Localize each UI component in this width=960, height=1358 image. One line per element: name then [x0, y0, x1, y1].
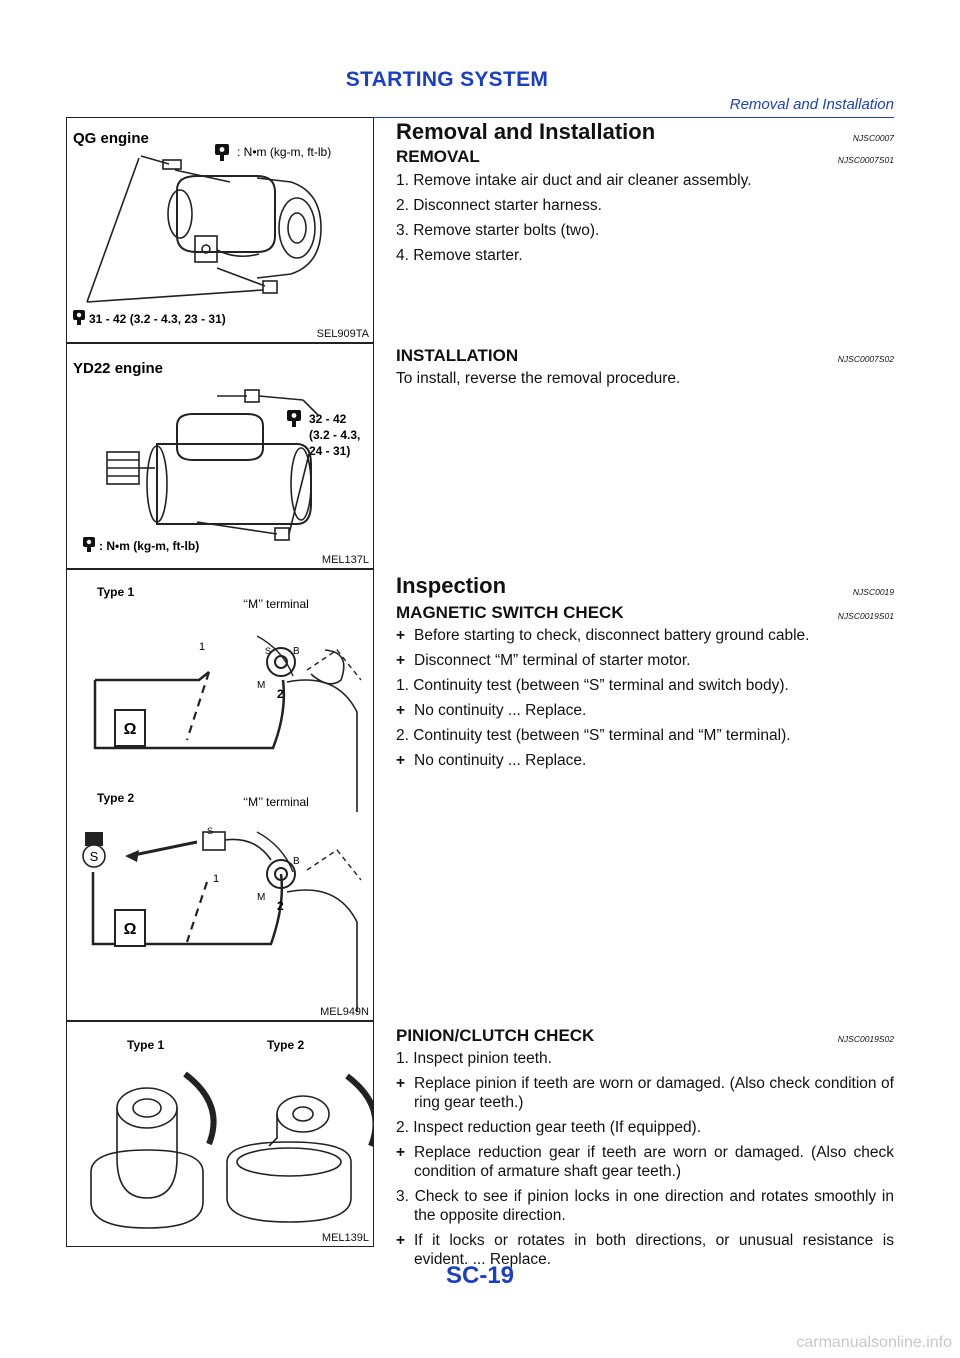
ohm-symbol: Ω [123, 921, 137, 938]
m-terminal-label: ‘‘M’’ terminal [243, 795, 309, 809]
torque-spec-line3: 24 - 31) [309, 444, 351, 458]
installation-section [396, 346, 894, 388]
bullet-text: Replace pinion if teeth are worn or damaged. (Also check condition of ring gear teeth.) [414, 1075, 894, 1111]
removal-step: 4. Remove starter. [396, 247, 523, 264]
bullet-mark: + [396, 702, 406, 719]
bullet-mark: + [396, 627, 406, 644]
removal-installation-section [396, 119, 894, 265]
torque-spec: 31 - 42 (3.2 - 4.3, 23 - 31) [89, 312, 226, 326]
type1-label: Type 1 [97, 585, 135, 599]
m-terminal-marker: M [257, 892, 266, 903]
figure-label: YD22 engine [73, 360, 164, 377]
section-code: NJSC0007 [852, 133, 894, 143]
bullet-item [396, 1143, 894, 1181]
magnetic-switch-steps [396, 626, 894, 770]
bullet-item [396, 626, 894, 645]
removal-step: 3. Remove starter bolts (two). [396, 222, 600, 239]
figure-code: SEL909TA [316, 328, 369, 340]
subsection-code: NJSC0007S02 [837, 354, 894, 364]
bullet-item [396, 1074, 894, 1112]
s-terminal-label: S [207, 826, 214, 836]
arrow-icon [125, 850, 139, 862]
bullet-item [396, 701, 894, 720]
bullet-text: No continuity ... Replace. [414, 752, 587, 769]
figure-code: MEL949N [320, 1006, 369, 1018]
type1-label: Type 1 [127, 1038, 165, 1052]
bullet-text: If it locks or rotates in both directions, or unusual resistance is evident. ... Replace. [414, 1232, 894, 1268]
figure-code: MEL137L [321, 554, 369, 566]
figure-label: QG engine [73, 130, 149, 147]
section-code: NJSC0019 [852, 587, 894, 597]
magnetic-switch-heading: MAGNETIC SWITCH CHECK NJSC0019S01 [396, 603, 894, 622]
figure-qg-engine [66, 117, 374, 343]
watermark: carmanualsonline.info [796, 1334, 952, 1351]
figure-pinion-clutch [66, 1021, 374, 1247]
torque-unit-legend: : N•m (kg-m, ft-lb) [237, 145, 332, 159]
subsection-code: NJSC0007S01 [837, 155, 894, 165]
b-terminal-label: B [293, 856, 300, 867]
figure-code: MEL139L [321, 1232, 369, 1244]
bullet-text: Before starting to check, disconnect battery ground cable. [414, 627, 810, 644]
bullet-text: No continuity ... Replace. [414, 702, 587, 719]
section-heading: Inspection NJSC0019 [396, 573, 894, 598]
probe-2-label: 2 [277, 899, 284, 913]
pinion-type1-drawing [91, 1088, 203, 1228]
rotation-arrow-icon [185, 1074, 214, 1144]
probe-2-label: 2 [277, 687, 284, 701]
s-terminal-label: S [265, 646, 272, 656]
numbered-step: 1. Continuity test (between “S” terminal and switch body). [396, 677, 789, 694]
pinion-clutch-section [396, 1026, 894, 1269]
removal-step: 2. Disconnect starter harness. [396, 197, 602, 214]
bullet-mark: + [396, 652, 406, 669]
inspection-section [396, 573, 894, 770]
torque-wrench-icon [215, 144, 229, 161]
numbered-step: 2. Continuity test (between “S” terminal and “M” terminal). [396, 727, 791, 744]
subsection-code: NJSC0019S01 [837, 611, 894, 621]
torque-spec-line2: (3.2 - 4.3, [309, 428, 361, 442]
pinion-clutch-heading: PINION/CLUTCH CHECK NJSC0019S02 [396, 1026, 894, 1045]
torque-unit-legend: : N•m (kg-m, ft-lb) [99, 539, 200, 553]
numbered-step: 2. Inspect reduction gear teeth (If equipped). [396, 1119, 702, 1136]
pinion-clutch-steps [396, 1049, 894, 1269]
bullet-item [396, 651, 894, 670]
m-terminal-label: ‘‘M’’ terminal [243, 597, 309, 611]
bullet-item [396, 751, 894, 770]
torque-wrench-icon [287, 410, 301, 427]
rotation-arrow-icon [347, 1076, 374, 1146]
bullet-text: Disconnect “M” terminal of starter motor. [414, 652, 691, 669]
subsection-code: NJSC0019S02 [837, 1034, 894, 1044]
section-heading: Removal and Installation NJSC0007 [396, 119, 894, 144]
ohm-symbol: Ω [123, 721, 137, 738]
s-plug-icon [85, 832, 103, 846]
section-subtitle: Removal and Installation [729, 96, 894, 113]
installation-heading: INSTALLATION NJSC0007S02 [396, 346, 894, 365]
section-title: STARTING SYSTEM [345, 68, 549, 91]
removal-step: 1. Remove intake air duct and air cleaner assembly. [396, 172, 752, 189]
figure-yd22-engine [66, 343, 374, 569]
numbered-step: 3. Check to see if pinion locks in one direction and rotates smoothly in the opposite direction. [396, 1188, 894, 1224]
bullet-text: Replace reduction gear if teeth are worn or damaged. (Also check condition of armature shaft gear teeth.) [414, 1144, 894, 1180]
installation-text: To install, reverse the removal procedure. [396, 370, 681, 387]
bullet-mark: + [396, 1075, 406, 1092]
m-terminal-marker: M [257, 680, 266, 691]
bullet-mark: + [396, 1232, 406, 1249]
numbered-step: 1. Inspect pinion teeth. [396, 1050, 552, 1067]
probe-1-label: 1 [199, 641, 206, 653]
figure-magnetic-switch-check [66, 569, 374, 1021]
torque-wrench-icon [73, 310, 85, 325]
type2-label: Type 2 [267, 1038, 305, 1052]
starter-motor-drawing [87, 156, 321, 302]
page-number: SC-19 [445, 1262, 515, 1289]
torque-spec-line1: 32 - 42 [309, 412, 347, 426]
bullet-mark: + [396, 1144, 406, 1161]
torque-wrench-icon [83, 537, 95, 552]
pinion-type2-drawing [227, 1096, 351, 1222]
probe-1-label: 1 [213, 873, 220, 885]
b-terminal-label: B [293, 646, 300, 657]
bullet-mark: + [396, 752, 406, 769]
type2-label: Type 2 [97, 791, 135, 805]
s-box-label: S [89, 849, 99, 864]
removal-heading: REMOVAL NJSC0007S01 [396, 147, 894, 166]
